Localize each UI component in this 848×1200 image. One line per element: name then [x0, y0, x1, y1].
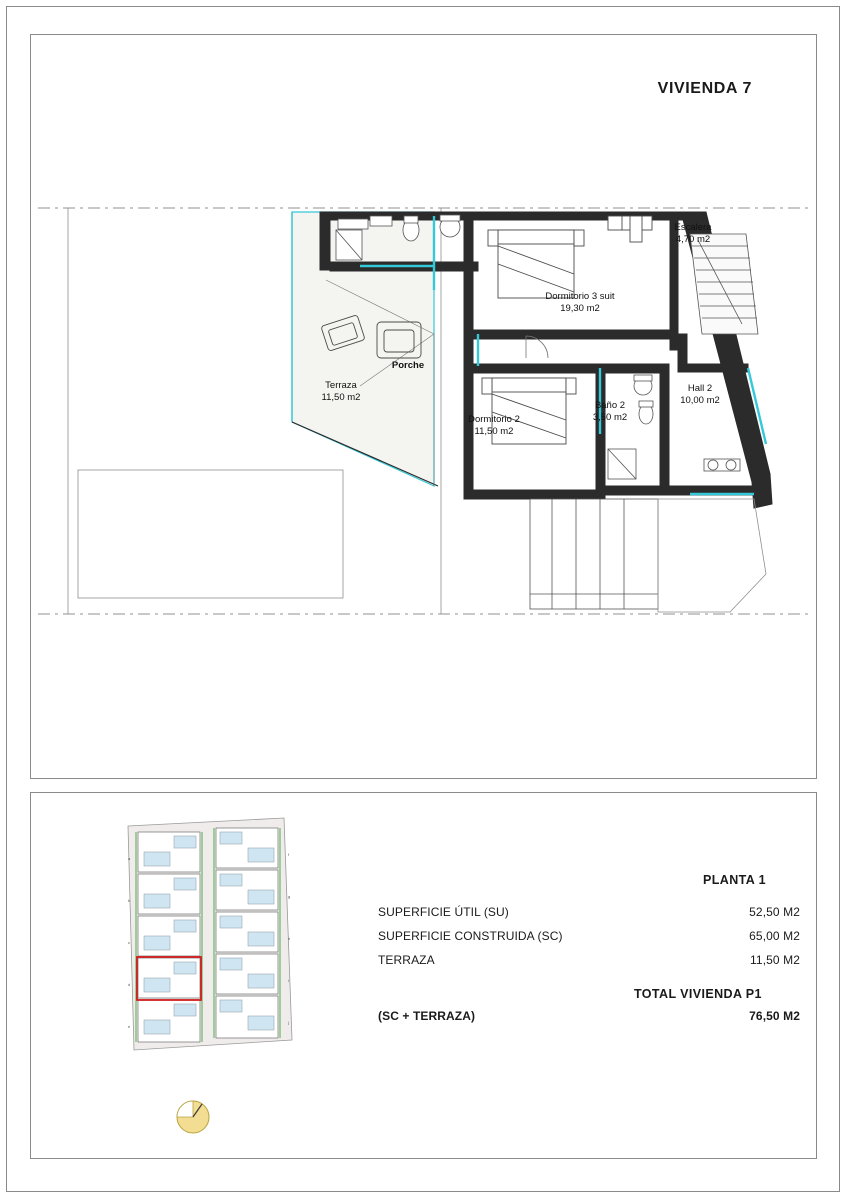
north-arrow-icon — [168, 1092, 218, 1142]
room-label-hall-2: Hall 2 10,00 m2 — [680, 383, 720, 406]
room-label-dormitorio-2: Dormitorio 2 11,50 m2 — [468, 414, 520, 437]
page-title: VIVIENDA 7 — [657, 80, 752, 97]
room-label-terraza: Terraza 11,50 m2 — [321, 380, 361, 403]
drawing-sheet: VIVIENDA 7 Terraza 11,50 m2 Porche Dormitorio 2 11,50 m2 Baño 2 3,50 m2 Dormitorio 3 suit 19,30 m2 Hall 2 10,00 m2 Escalera 4,70 m2 PLANTA 1 SUPERFICIE ÚTIL (SU) 52,50 M2 SUPERFICIE CONSTRUIDA (SC) 65,00 M2 TERRAZA 11,50 M2 TOTAL VIVIENDA P1 (SC + TERRAZA) 76,50 M2 a b c d e f g h i j — [0, 0, 848, 1200]
svg-text:a: a — [128, 856, 131, 861]
svg-text:j: j — [288, 1020, 289, 1025]
svg-text:h: h — [288, 936, 291, 941]
svg-text:e: e — [128, 1024, 131, 1029]
svg-text:d: d — [128, 982, 131, 987]
areas-heading: PLANTA 1 — [703, 873, 766, 887]
total-heading: TOTAL VIVIENDA P1 — [634, 987, 762, 1001]
svg-text:f: f — [288, 852, 290, 857]
room-label-bano-2: Baño 2 3,50 m2 — [592, 400, 628, 423]
room-label-escalera: Escalera 4,70 m2 — [674, 222, 712, 245]
svg-text:b: b — [128, 898, 131, 903]
room-label-dormitorio-3: Dormitorio 3 suit 19,30 m2 — [545, 291, 615, 314]
site-key-plan — [112, 812, 300, 1057]
svg-text:g: g — [288, 894, 291, 899]
svg-text:c: c — [128, 940, 130, 945]
room-label-porche: Porche — [391, 360, 425, 371]
svg-text:i: i — [288, 978, 289, 983]
